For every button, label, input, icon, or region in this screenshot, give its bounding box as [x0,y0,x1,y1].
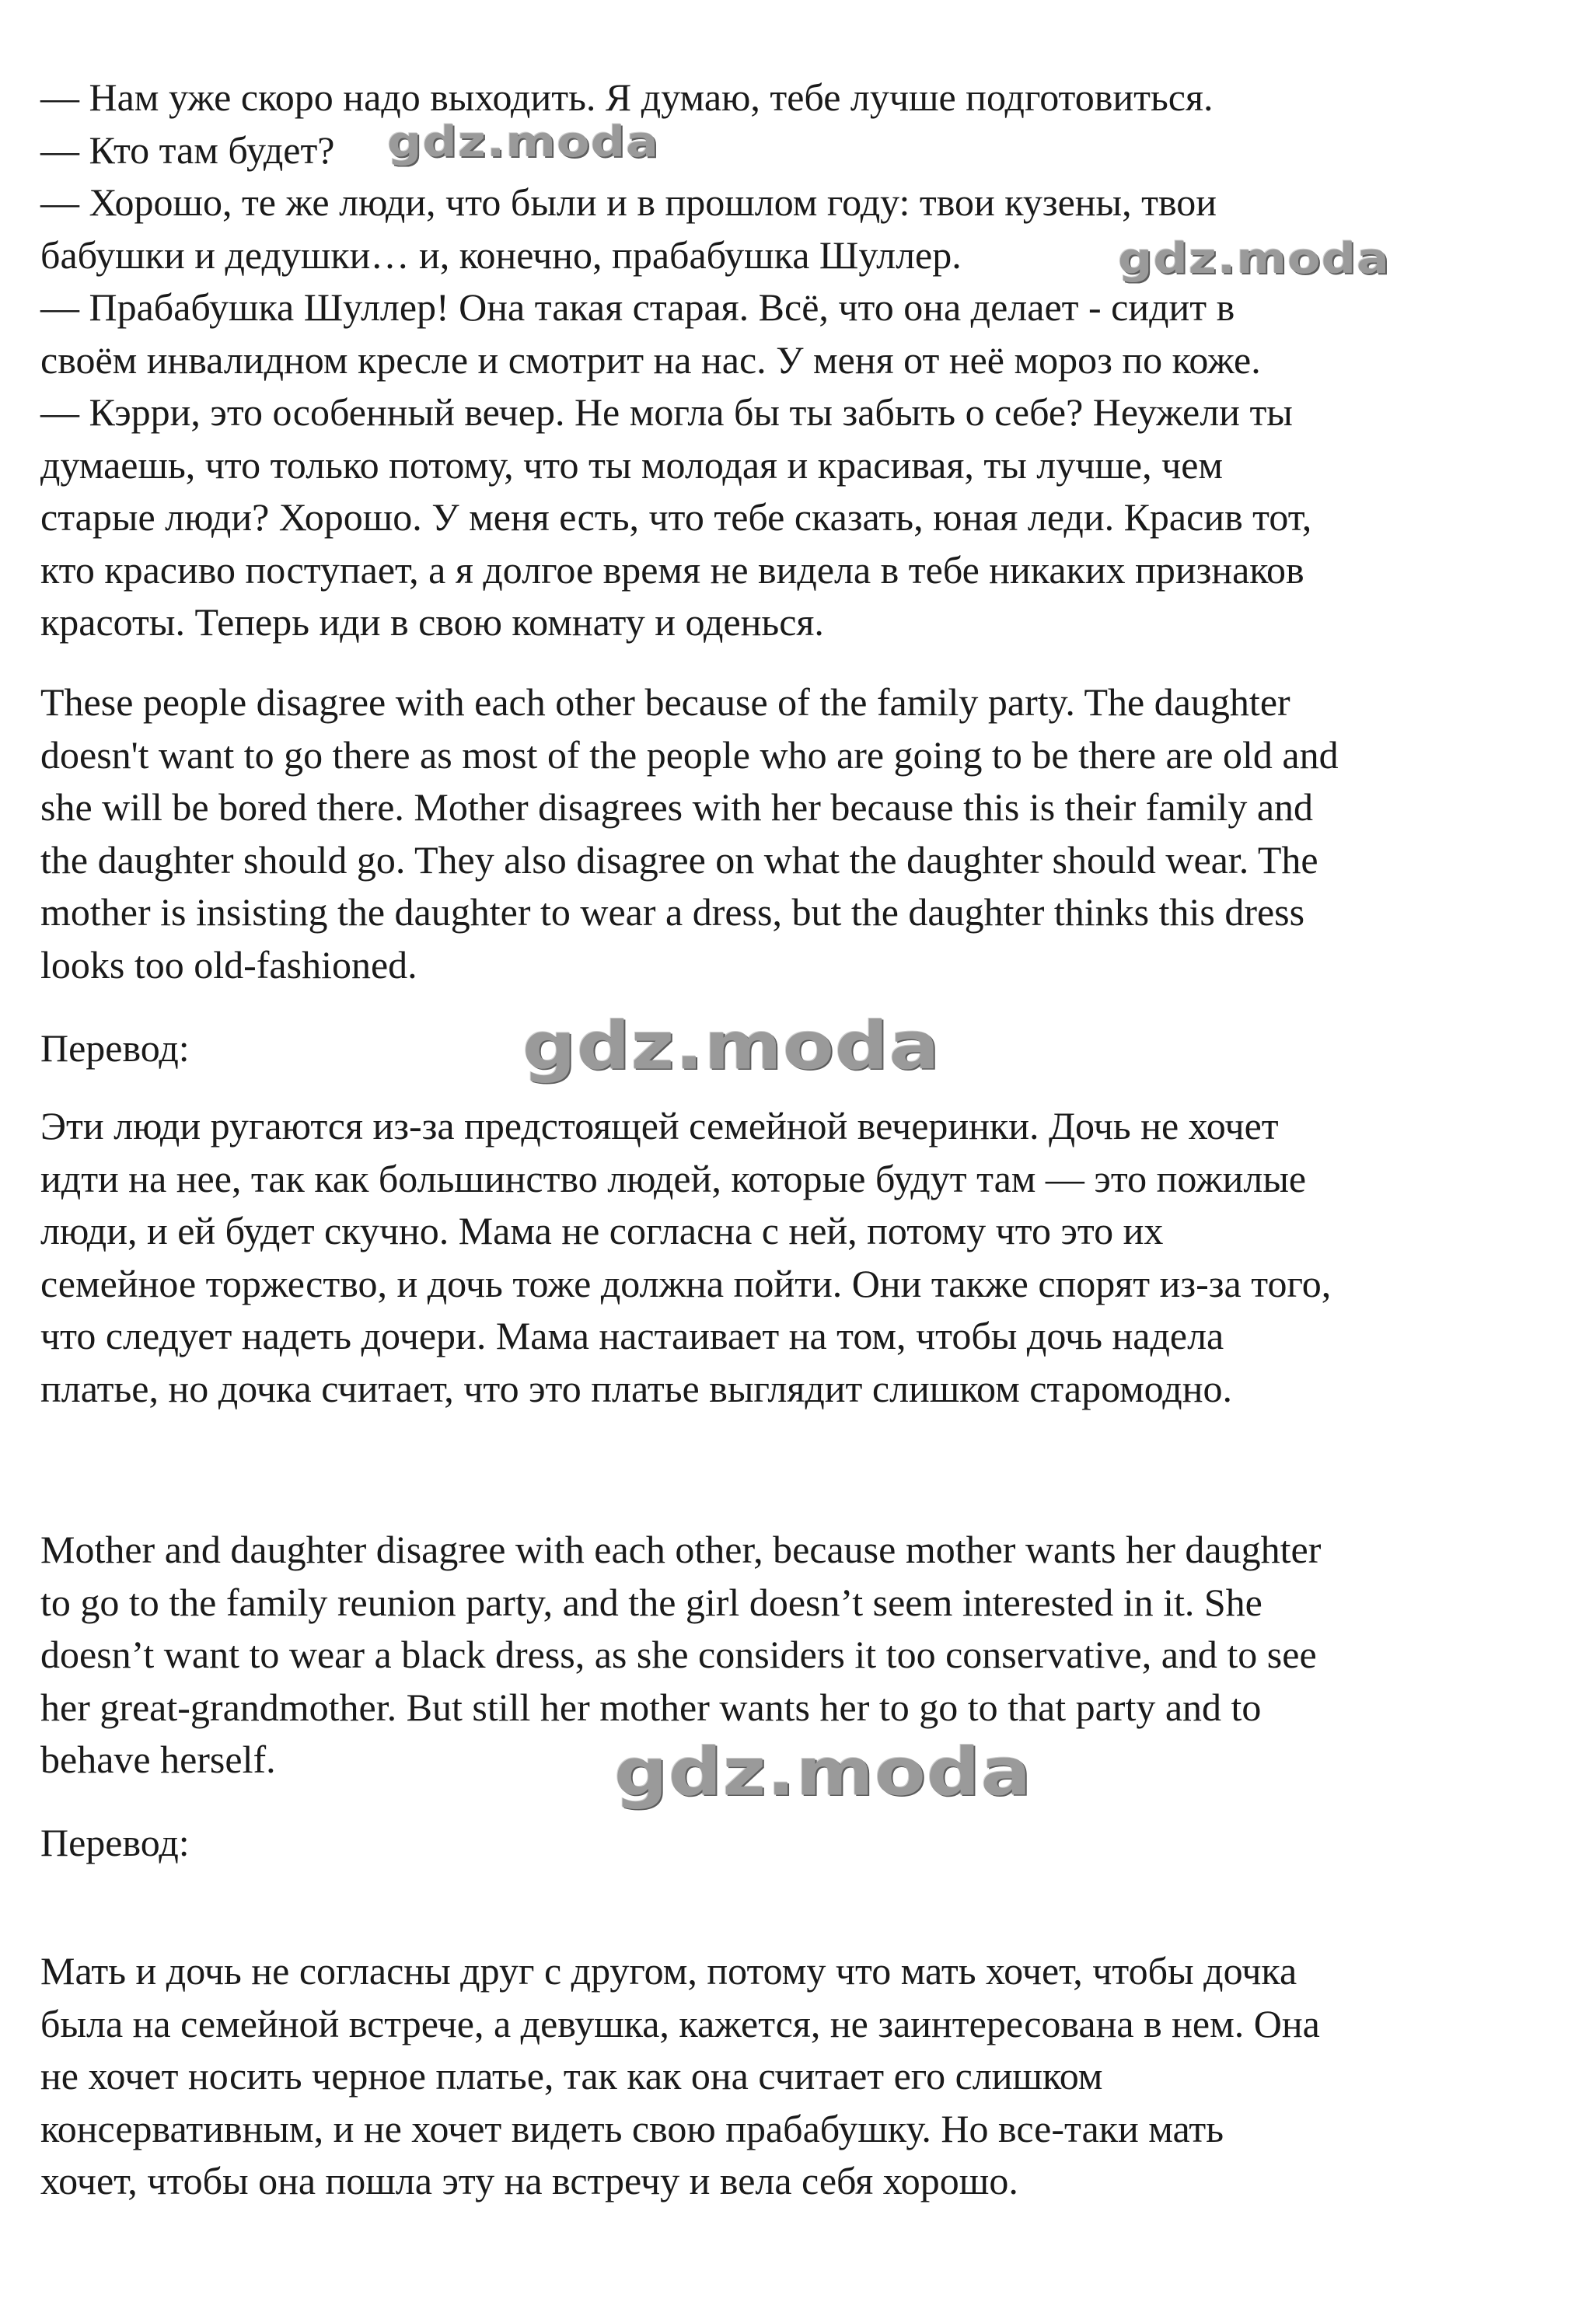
dialogue-line: старые люди? Хорошо. У меня есть, что тебе сказать, юная леди. Красив тот, [40,495,1312,539]
dialogue-line: бабушки и дедушки… и, конечно, прабабушка Шуллер. [40,232,962,277]
translation-2-line: консервативным, и не хочет видеть свою прабабушку. Но все-таки мать [40,2106,1224,2150]
translation-2-line: не хочет носить черное платье, так как она считает его слишком [40,2054,1103,2098]
answer-2-line: doesn’t want to wear a black dress, as she considers it too conservative, and to see [40,1633,1317,1676]
translation-1-line: что следует надеть дочери. Мама настаивает на том, чтобы дочь надела [40,1314,1224,1357]
translation-1-line: Эти люди ругаются из-за предстоящей семейной вечеринки. Дочь не хочет [40,1104,1279,1148]
answer-1-line: doesn't want to go there as most of the people who are going to be there are old and [40,732,1339,777]
answer-1-paragraph [40,676,1339,991]
translation-2-line: хочет, чтобы она пошла эту на встречу и вела себя хорошо. [40,2159,1018,2202]
dialogue-line: кто красиво поступает, а я долгое время не видела в тебе никаких признаков [40,547,1304,592]
translation-2-line: Мать и дочь не согласны друг с другом, потому что мать хочет, чтобы дочка [40,1949,1297,1993]
translation-2-paragraph [40,1945,1320,2208]
answer-2-line: behave herself. [40,1738,276,1781]
watermark-logo: gdz.moda [387,117,659,167]
answer-2-line: Mother and daughter disagree with each other, because mother wants her daughter [40,1528,1322,1571]
translation-1-line: люди, и ей будет скучно. Мама не согласна с ней, потому что это их [40,1209,1164,1252]
answer-1-line: looks too old-fashioned. [40,942,417,987]
watermark-logo: gdz.moda [1118,233,1390,284]
translation-1-line: семейное торжество, и дочь тоже должна пойти. Они также спорят из-за того, [40,1261,1332,1305]
translation-label-1: Перевод: [40,1026,190,1070]
dialogue-line: — Кэрри, это особенный вечер. Не могла бы ты забыть о себе? Неужели ты [40,390,1293,434]
translation-2-line: была на семейной встрече, а девушка, кажется, не заинтересована в нем. Она [40,2001,1320,2045]
answer-1-line: mother is insisting the daughter to wear a dress, but the daughter thinks this dress [40,890,1305,934]
dialogue-line: своём инвалидном кресле и смотрит на нас. У меня от неё мороз по коже. [40,337,1261,382]
dialogue-line: красоты. Теперь иди в свою комнату и оденься. [40,600,824,644]
watermark-logo: gdz.moda [614,1734,1032,1811]
answer-1-line: she will be bored there. Mother disagrees with her because this is their family and [40,785,1314,829]
answer-1-line: These people disagree with each other because of the family party. The daughter [40,680,1290,724]
translation-1-paragraph [40,1100,1331,1415]
answer-2-line: her great-grandmother. But still her mother wants her to go to that party and to [40,1685,1262,1729]
translation-1-line: платье, но дочка считает, что это платье выглядит слишком старомодно. [40,1366,1233,1410]
dialogue-line: — Нам уже скоро надо выходить. Я думаю, тебе лучше подготовиться. [40,75,1214,119]
watermark-logo: gdz.moda [522,1008,941,1085]
dialogue-line: — Прабабушка Шуллер! Она такая старая. Всё, что она делает - сидит в [40,285,1235,329]
dialogue-block [40,72,1311,649]
translation-label-2: Перевод: [40,1821,190,1864]
answer-1-line: the daughter should go. They also disagree on what the daughter should wear. The [40,837,1318,882]
dialogue-line: — Кто там будет? [40,128,335,172]
dialogue-line: думаешь, что только потому, что ты молодая и красивая, ты лучше, чем [40,442,1224,487]
dialogue-line: — Хорошо, те же люди, что были и в прошлом году: твои кузены, твои [40,180,1217,224]
translation-1-line: идти на нее, так как большинство людей, которые будут там — это пожилые [40,1156,1307,1200]
answer-2-line: to go to the family reunion party, and the girl doesn’t seem interested in it. She [40,1580,1262,1624]
